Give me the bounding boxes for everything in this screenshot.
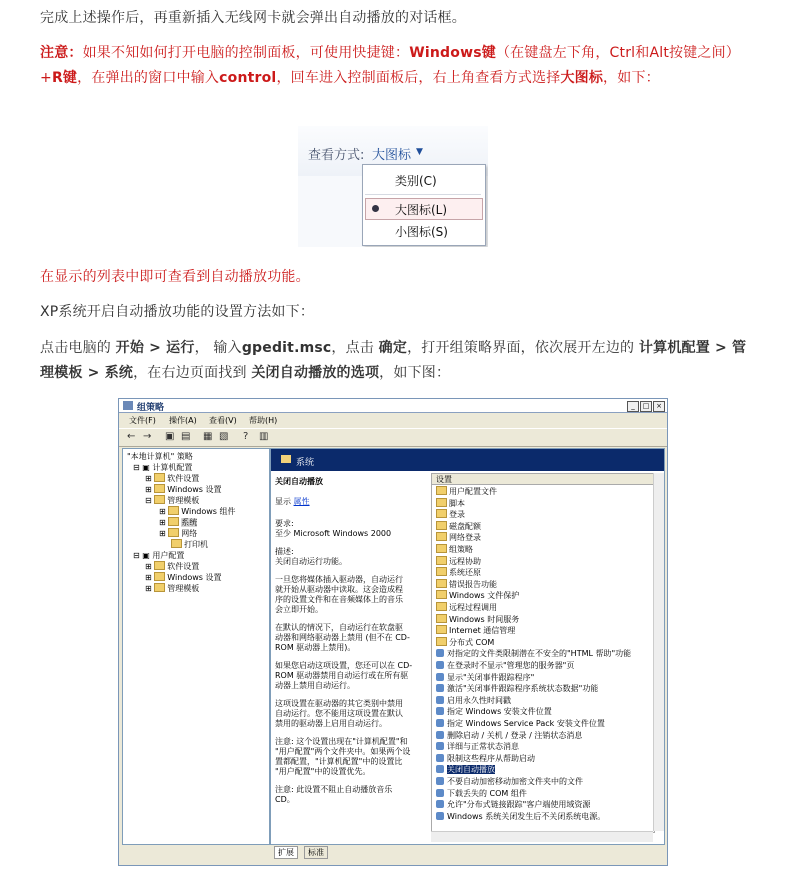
gpedit-window	[118, 398, 668, 866]
settings-item-label: Internet 通信管理	[449, 626, 516, 636]
tree-label: 管理模板	[167, 584, 200, 593]
desc-line: 就开始从驱动器中读取。这会造成程	[275, 585, 403, 594]
step-sep: >	[709, 340, 733, 356]
folder-icon	[436, 498, 447, 507]
step-text: ， 输入	[194, 340, 242, 356]
settings-folder-item[interactable]	[436, 637, 494, 648]
tree-label: 网络	[181, 529, 198, 538]
settings-folder-item[interactable]	[436, 532, 481, 543]
settings-folder-item[interactable]	[436, 625, 515, 636]
folder-icon	[436, 532, 447, 541]
window-title: 组策略	[137, 403, 165, 413]
settings-policy-item[interactable]	[436, 660, 574, 671]
details-header	[271, 449, 664, 471]
properties-icon[interactable]: ▦	[203, 431, 213, 442]
step-text: ，在右边页面找到	[133, 365, 252, 381]
view-tabs	[270, 845, 570, 859]
vertical-scrollbar[interactable]	[653, 473, 664, 831]
folder-icon	[436, 614, 447, 623]
tab-extended[interactable]: 扩展	[274, 846, 298, 859]
properties-link[interactable]: 属性	[293, 497, 310, 506]
tree-item-user-config[interactable]: ⊟ ▣ 用户配置	[133, 551, 185, 560]
folder-icon	[436, 590, 447, 599]
settings-item-label: 激活"关闭事件跟踪程序系统状态数据"功能	[447, 684, 599, 694]
desc-line: 自动运行。您不能用这项设置在默认	[275, 709, 403, 718]
menu-help[interactable]: 帮助(H)	[249, 416, 278, 425]
desc-line: 关闭自动运行功能。	[275, 557, 347, 566]
settings-policy-item[interactable]	[436, 741, 519, 752]
settings-item-label: 网络登录	[449, 533, 481, 543]
settings-item-label: 分布式 COM	[449, 637, 495, 647]
desc-line: 注意: 此设置不阻止自动播放音乐	[275, 785, 393, 794]
radio-dot-icon	[372, 205, 379, 212]
step-autoplay-option: 关闭自动播放的选项	[251, 365, 380, 381]
note-text: ，在弹出的窗口中输入	[77, 70, 220, 86]
folder-icon	[436, 579, 447, 588]
settings-item-label: 详细与正常状态消息	[447, 742, 519, 752]
help-icon[interactable]: ?	[243, 431, 249, 442]
view-menu	[362, 164, 486, 246]
policy-icon	[436, 800, 444, 808]
paragraph-steps	[40, 336, 750, 386]
policy-icon	[436, 742, 444, 750]
desc-line: 注意: 这个设置出现在"计算机配置"和	[275, 737, 408, 746]
policy-icon	[436, 684, 444, 692]
policy-icon	[436, 812, 444, 820]
settings-policy-item[interactable]	[436, 799, 590, 810]
tree-label: 软件设置	[167, 562, 200, 571]
gpedit-app-icon	[123, 401, 133, 410]
desc-line: 置都配置，"计算机配置"中的设置比	[275, 757, 403, 766]
menu-item-large-icons[interactable]: 大图标(L)	[395, 203, 448, 217]
policy-icon	[436, 754, 444, 762]
tree-label: Windows 组件	[181, 507, 236, 516]
maximize-icon[interactable]: □	[640, 401, 652, 412]
menu-bar	[119, 413, 667, 427]
policy-icon	[436, 707, 444, 715]
tree-label: 计算机配置	[152, 463, 193, 472]
settings-item-label: 磁盘配额	[449, 521, 481, 531]
dropdown-arrow-icon[interactable]: ▼	[416, 147, 423, 157]
policy-icon	[436, 731, 444, 739]
back-icon[interactable]: ←	[127, 431, 136, 442]
menu-view[interactable]: 查看(V)	[209, 416, 237, 425]
settings-item-label: 启用永久性时间戳	[447, 695, 511, 705]
tree-item-user-admin-templates[interactable]: ⊞ 管理模板	[145, 584, 200, 593]
settings-policy-item[interactable]	[436, 648, 631, 659]
settings-item-label: 远程过程调用	[449, 603, 497, 612]
settings-item-label: Windows 时间服务	[449, 614, 520, 624]
note-text: ，回车进入控制面板后，右上角查看方式选择	[276, 70, 561, 86]
settings-policy-item[interactable]	[436, 753, 535, 764]
desc-line: 序的设置文件和在音频媒体上的音乐	[275, 595, 403, 604]
policy-icon	[436, 661, 444, 669]
settings-item-label: Windows 系统关闭发生后不关闭系统电源。	[447, 811, 606, 821]
settings-item-label: 限制这些程序从帮助启动	[447, 753, 535, 763]
settings-item-label: 脚本	[449, 498, 465, 508]
console-icon[interactable]: ▥	[259, 431, 269, 442]
settings-item-label: Windows 文件保护	[449, 591, 520, 601]
step-text: ，打开组策略界面，依次展开左边的	[407, 340, 639, 356]
settings-item-label: 系统还原	[449, 568, 481, 578]
policy-icon	[436, 673, 444, 681]
menu-item-category[interactable]: 类别(C)	[395, 174, 437, 188]
policy-icon	[436, 649, 444, 657]
tree-label: 软件设置	[167, 474, 200, 483]
settings-item-label: 显示"关闭事件跟踪程序"	[447, 672, 535, 682]
menu-action[interactable]: 操作(A)	[169, 416, 197, 425]
close-icon[interactable]: ×	[653, 401, 665, 412]
policy-icon	[436, 789, 444, 797]
step-start: 开始	[115, 340, 145, 356]
folder-icon	[154, 473, 165, 482]
note-text: （在键盘左下角，Ctrl和Alt按键之间）+	[40, 45, 741, 86]
menu-file[interactable]: 文件(F)	[129, 416, 156, 425]
view-dropdown[interactable]: 大图标	[372, 148, 412, 163]
up-folder-icon[interactable]: ▣	[165, 431, 175, 442]
desc-line: "用户配置"中的设置优先。	[275, 767, 371, 776]
settings-folder-item[interactable]	[436, 498, 465, 509]
paragraph-list-hint	[40, 265, 750, 290]
settings-item-label: 组策略	[449, 545, 473, 554]
view-label: 查看方式:	[308, 148, 365, 163]
settings-item-label: 删除启动 / 关机 / 登录 / 注销状态消息	[447, 730, 583, 740]
note-text: 如果不知如何打开电脑的控制面板，可使用快捷键：	[82, 45, 410, 61]
desc-line: 禁用的驱动器上启用自动运行。	[275, 719, 387, 728]
settings-item-label: 下载丢失的 COM 组件	[447, 788, 527, 798]
tree-label: 用户配置	[152, 551, 185, 560]
export-icon[interactable]: ▧	[219, 431, 229, 442]
tree-label: 系统	[181, 518, 198, 527]
folder-icon	[281, 455, 291, 463]
tree-item-local-policy[interactable]: "本地计算机" 策略	[127, 452, 193, 461]
note-paragraph	[40, 41, 750, 91]
tree-item-software[interactable]: ⊞ 软件设置	[145, 474, 200, 483]
folder-icon	[154, 583, 165, 592]
tab-standard[interactable]: 标准	[304, 846, 328, 859]
tree-item-computer-config[interactable]: ⊟ ▣ 计算机配置	[133, 463, 193, 472]
desc-line: 要求:	[275, 519, 294, 528]
desc-line: 描述:	[275, 547, 294, 556]
folder-icon	[436, 625, 447, 634]
settings-item-label: 关闭自动播放	[447, 765, 495, 775]
tree-label: Windows 设置	[167, 485, 222, 494]
desc-line: 一旦您将媒体插入驱动器，自动运行	[275, 575, 403, 584]
folder-icon	[154, 495, 165, 504]
settings-folder-item[interactable]	[436, 579, 497, 590]
policy-icon	[436, 719, 444, 727]
folder-icon	[436, 486, 447, 495]
desc-line: ROM 驱动器禁用自动运行或在所有驱	[275, 671, 409, 680]
settings-folder-item[interactable]	[436, 556, 481, 567]
tree-item-user-software[interactable]: ⊞ 软件设置	[145, 562, 200, 571]
settings-policy-item[interactable]	[436, 718, 605, 729]
show-tree-icon[interactable]: ▤	[181, 431, 191, 442]
settings-policy-item[interactable]	[436, 788, 527, 799]
settings-item-label: 不要自动加密移动加密文件夹中的文件	[447, 777, 583, 786]
desc-line: 至少 Microsoft Windows 2000	[275, 529, 392, 538]
horizontal-scrollbar[interactable]	[431, 831, 653, 842]
settings-policy-item[interactable]	[436, 706, 552, 717]
forward-icon[interactable]: →	[143, 431, 152, 442]
desc-line: CD。	[275, 795, 295, 804]
folder-icon	[168, 517, 179, 526]
step-text: ，如下图：	[379, 365, 451, 381]
intro-text: 完成上述操作后，再重新插入无线网卡就会弹出自动播放的对话框。	[40, 10, 466, 26]
tree-item-user-windows-settings[interactable]: ⊞ Windows 设置	[145, 573, 222, 582]
note-key-r: R键	[51, 70, 78, 86]
folder-icon	[154, 572, 165, 581]
tree-pane	[122, 448, 270, 845]
step-run: 运行	[166, 340, 195, 356]
settings-folder-item[interactable]	[436, 614, 519, 625]
desc-line: 动器和网络驱动器上禁用 (但不在 CD-	[275, 633, 410, 642]
tree-label: 打印机	[184, 540, 208, 549]
note-text: ，如下：	[603, 70, 660, 86]
desc-line: 会立即开始。	[275, 605, 323, 614]
desc-line: "用户配置"两个文件夹中。如果两个设	[275, 747, 411, 756]
settings-folder-item[interactable]	[436, 567, 481, 578]
step-text: 点击电脑的	[40, 340, 116, 356]
settings-list	[431, 473, 655, 833]
paragraph-intro	[40, 6, 750, 31]
settings-item-label: 允许"分布式链接跟踪"客户端使用域资源	[447, 800, 591, 810]
settings-folder-item[interactable]	[436, 509, 465, 520]
step-computer-config: 计算机配置	[638, 340, 710, 356]
policy-icon	[436, 765, 444, 773]
settings-item-label: 在登录时不显示"管理您的服务器"页	[447, 661, 575, 670]
desc-line: ROM 驱动器上禁用)。	[275, 643, 356, 652]
desc-line: 动器上禁用自动运行。	[275, 681, 355, 690]
menu-separator	[365, 194, 481, 195]
tree-item-admin-templates[interactable]: ⊟ 管理模板	[145, 496, 200, 505]
settings-folder-item[interactable]	[436, 590, 519, 601]
step-gpedit: gpedit.msc	[241, 340, 332, 356]
settings-policy-item[interactable]	[436, 695, 511, 706]
menu-item-small-icons[interactable]: 小图标(S)	[395, 225, 448, 239]
folder-icon	[154, 561, 165, 570]
folder-icon	[171, 539, 182, 548]
settings-policy-item[interactable]	[436, 776, 583, 787]
folder-icon	[436, 602, 447, 611]
paragraph-xp	[40, 300, 750, 325]
step-sep: >	[82, 365, 105, 381]
settings-column-header[interactable]	[432, 474, 654, 485]
settings-header-label: 设置	[436, 475, 452, 484]
settings-item-label: 指定 Windows 安装文件位置	[447, 707, 552, 717]
folder-icon	[436, 556, 447, 565]
folder-icon	[436, 637, 447, 646]
list-hint-text: 在显示的列表中即可查看到自动播放功能。	[40, 269, 310, 285]
settings-folder-item[interactable]	[436, 521, 481, 532]
settings-policy-item[interactable]	[436, 672, 534, 683]
step-admin-templates: 管理模板	[40, 340, 747, 381]
settings-item-label: 远程协助	[449, 556, 481, 566]
settings-folder-item[interactable]	[436, 544, 473, 555]
details-header-title: 系统	[296, 458, 315, 468]
details-pane	[270, 448, 665, 845]
note-key-control: control	[219, 70, 277, 86]
step-system: 系统	[104, 365, 134, 381]
settings-folder-item[interactable]	[436, 486, 497, 497]
tree-label: 管理模板	[167, 496, 200, 505]
policy-icon	[436, 777, 444, 785]
policy-icon	[436, 696, 444, 704]
desc-line: 如果您启动这项设置，您还可以在 CD-	[275, 661, 413, 670]
tree-label: Windows 设置	[167, 573, 222, 582]
settings-item-label: 对指定的文件类限制潜在不安全的"HTML 帮助"功能	[447, 649, 632, 659]
settings-item-label: 错误报告功能	[449, 579, 497, 589]
folder-icon	[436, 567, 447, 576]
desc-show-row	[275, 497, 425, 507]
folder-icon	[154, 484, 165, 493]
settings-item-label: 登录	[449, 510, 465, 520]
folder-icon	[436, 544, 447, 553]
settings-item-label: 指定 Windows Service Pack 安装文件位置	[447, 719, 605, 728]
note-key-windows: Windows键	[409, 45, 496, 61]
control-panel-screenshot	[298, 126, 488, 247]
tree-item-network[interactable]: ⊞ 网络	[159, 529, 198, 538]
tree-item-windows-components[interactable]: ⊞ Windows 组件	[159, 507, 236, 516]
desc-show: 显示	[275, 497, 291, 506]
settings-policy-item[interactable]	[436, 683, 598, 694]
settings-policy-item[interactable]	[436, 730, 582, 741]
desc-line: 这项设置在驱动器的其它类别中禁用	[275, 699, 403, 708]
tree-item-windows-settings[interactable]: ⊞ Windows 设置	[145, 485, 222, 494]
desc-title: 关闭自动播放	[275, 477, 323, 486]
settings-folder-item[interactable]	[436, 602, 497, 613]
xp-text: XP系统开启自动播放功能的设置方法如下：	[40, 304, 315, 320]
settings-item-label: 用户配置文件	[449, 487, 497, 496]
note-label: 注意：	[40, 45, 83, 61]
folder-icon	[168, 528, 179, 537]
settings-policy-item[interactable]	[436, 811, 605, 822]
toolbar	[119, 428, 667, 447]
folder-icon	[436, 521, 447, 530]
folder-icon	[168, 506, 179, 515]
desc-line: 在默认的情况下，自动运行在软盘驱	[275, 623, 403, 632]
folder-icon	[436, 509, 447, 518]
settings-policy-item[interactable]	[436, 764, 495, 775]
title-bar	[119, 399, 667, 413]
minimize-icon[interactable]: _	[627, 401, 639, 412]
note-key-large-icons: 大图标	[560, 70, 604, 86]
tree-item-printers[interactable]	[171, 539, 208, 550]
step-text: ，点击	[331, 340, 379, 356]
step-sep: >	[144, 340, 167, 356]
step-ok: 确定	[378, 340, 408, 356]
tree-item-system[interactable]: ⊞ 系统	[159, 518, 198, 527]
